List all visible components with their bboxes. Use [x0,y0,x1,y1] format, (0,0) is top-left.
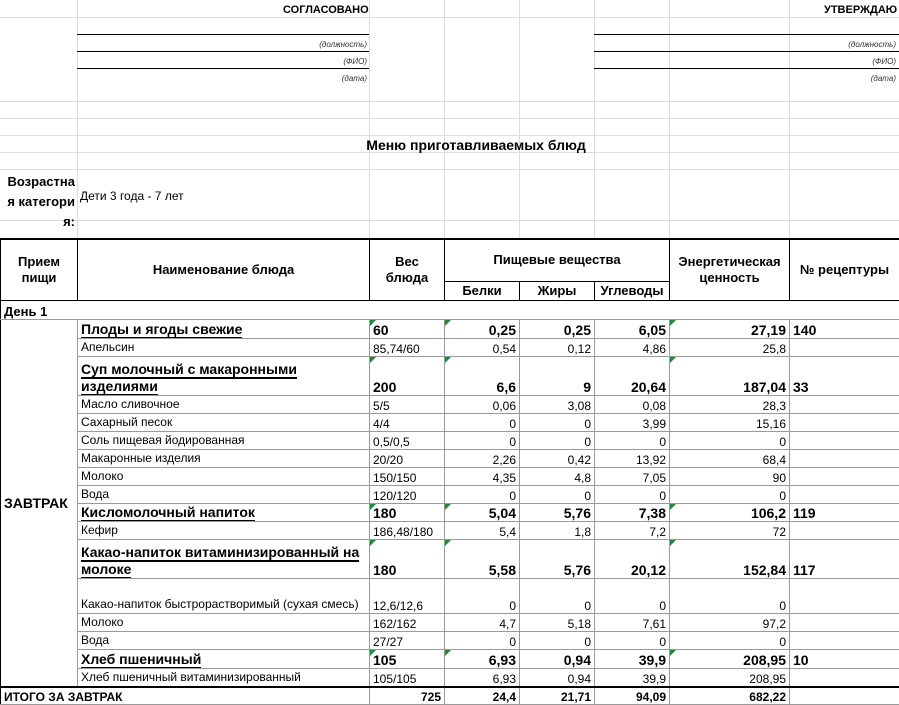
carbs-value: 0 [595,631,670,649]
col-nutrients: Пищевые вещества [445,239,670,281]
carbs-value: 39,9 [595,649,670,668]
energy-value: 187,04 [670,356,790,395]
fats-value: 3,08 [520,395,595,413]
cell-marker [670,504,676,510]
total-carbs: 94,09 [595,687,670,705]
ingredient-name: Масло сливочное [78,395,370,413]
proteins-value: 6,6 [445,356,520,395]
fats-value: 0 [520,631,595,649]
dish-row [1,539,899,578]
cell-marker [370,357,376,363]
cell-marker [445,357,451,363]
cell-marker [445,320,451,326]
age-category-value: Дети 3 года - 7 лет [80,189,184,203]
recipe-number: 140 [790,319,899,338]
dish-name-text: Суп молочный с макаронными изделиями [81,361,297,396]
proteins-value: 5,4 [445,521,520,539]
ingredient-weight: 5/5 [370,395,445,413]
name-caption: (ФИО) [730,57,896,66]
energy-value: 0 [670,485,790,503]
carbs-value: 3,99 [595,413,670,431]
ingredient-row [1,431,899,449]
recipe-number [790,449,899,467]
grid-line [789,0,790,238]
dish-name [78,539,370,578]
cell-marker [370,650,376,656]
col-carbs: Углеводы [595,281,670,300]
signature-line [594,34,899,35]
energy-value: 72 [670,521,790,539]
ingredient-weight: 27/27 [370,631,445,649]
grid-line [0,101,899,102]
cell-marker [670,650,676,656]
signature-line [77,34,369,35]
signature-line [77,51,369,52]
energy-value: 15,16 [670,413,790,431]
energy-value: 208,95 [670,668,790,687]
fats-value: 0,25 [520,319,595,338]
cell-marker [445,540,451,546]
ingredient-name: Какао-напиток быстрорастворимый (сухая смесь) [78,578,370,613]
ingredient-row [1,613,899,631]
proteins-value: 2,26 [445,449,520,467]
page-title: Меню приготавливаемых блюд [0,137,899,153]
carbs-value: 7,61 [595,613,670,631]
proteins-value: 4,35 [445,467,520,485]
grid-line [444,0,445,238]
proteins-value: 0,54 [445,338,520,356]
carbs-value: 0 [595,578,670,613]
fats-value: 9 [520,356,595,395]
recipe-number [790,613,899,631]
proteins-value: 0 [445,431,520,449]
ingredient-name: Вода [78,631,370,649]
energy-value: 208,95 [670,649,790,668]
proteins-value: 0 [445,631,520,649]
dish-name [78,319,370,338]
energy-value: 28,3 [670,395,790,413]
recipe-number [790,395,899,413]
col-meal: Прием пищи [1,239,78,300]
recipe-number [790,521,899,539]
grid-line [0,220,899,221]
dish-name [78,356,370,395]
ingredient-name: Молоко [78,467,370,485]
carbs-value: 7,38 [595,503,670,521]
recipe-number [790,338,899,356]
ingredient-weight: 120/120 [370,485,445,503]
proteins-value: 0 [445,485,520,503]
ingredient-weight: 4/4 [370,413,445,431]
col-weight: Вес блюда [370,239,445,300]
carbs-value: 0 [595,485,670,503]
ingredient-name: Апельсин [78,338,370,356]
total-recipe [790,687,899,705]
dish-name-text: Хлеб пшеничный [81,651,201,669]
carbs-value: 4,86 [595,338,670,356]
carbs-value: 20,12 [595,539,670,578]
recipe-number [790,467,899,485]
ingredient-weight: 85,74/60 [370,338,445,356]
dish-row [1,649,899,668]
col-recipe: № рецептуры [790,239,899,300]
dish-name-text: Кисломолочный напиток [81,504,255,522]
fats-value: 0,94 [520,649,595,668]
dish-name [78,503,370,521]
fats-value: 0,12 [520,338,595,356]
ingredient-row [1,395,899,413]
cell-marker [370,320,376,326]
ingredient-row [1,631,899,649]
col-proteins: Белки [445,281,520,300]
position-caption: (должность) [200,40,367,49]
dish-weight: 60 [370,319,445,338]
ingredient-row [1,338,899,356]
energy-value: 106,2 [670,503,790,521]
cell-marker [445,650,451,656]
proteins-value: 4,7 [445,613,520,631]
ingredient-weight: 186,48/180 [370,521,445,539]
total-weight: 725 [370,687,445,705]
dish-name-text: Плоды и ягоды свежие [81,321,242,339]
ingredient-weight: 150/150 [370,467,445,485]
dish-weight: 105 [370,649,445,668]
recipe-number: 10 [790,649,899,668]
col-dish: Наименование блюда [78,239,370,300]
carbs-value: 7,05 [595,467,670,485]
proteins-value: 5,58 [445,539,520,578]
cell-marker [670,320,676,326]
fats-value: 0 [520,431,595,449]
signature-line [594,68,899,69]
dish-row [1,503,899,521]
col-energy: Энергетическая ценность [670,239,790,300]
carbs-value: 6,05 [595,319,670,338]
fats-value: 4,8 [520,467,595,485]
energy-value: 25,8 [670,338,790,356]
ingredient-row [1,449,899,467]
dish-name-text: Какао-напиток витаминизированный на молоке [81,544,359,579]
approved-heading: УТВЕРЖДАЮ [824,4,897,16]
ingredient-weight: 162/162 [370,613,445,631]
ingredient-name: Хлеб пшеничный витаминизированный [78,668,370,687]
ingredient-row [1,413,899,431]
menu-table [0,238,899,705]
dish-name [78,649,370,668]
energy-value: 0 [670,578,790,613]
dish-row [1,319,899,338]
name-caption: (ФИО) [200,57,367,66]
grid-line [0,135,899,136]
grid-line [669,0,670,238]
carbs-value: 20,64 [595,356,670,395]
total-proteins: 24,4 [445,687,520,705]
fats-value: 0 [520,485,595,503]
grid-line [0,17,899,18]
proteins-value: 0 [445,578,520,613]
ingredient-row [1,521,899,539]
energy-value: 68,4 [670,449,790,467]
proteins-value: 6,93 [445,649,520,668]
proteins-value: 6,93 [445,668,520,687]
grid-line [0,169,899,170]
meal-label: ЗАВТРАК [1,319,78,687]
dish-weight: 180 [370,539,445,578]
recipe-number: 119 [790,503,899,521]
agreed-heading: СОГЛАСОВАНО [283,4,369,16]
recipe-number: 33 [790,356,899,395]
fats-value: 0 [520,413,595,431]
carbs-value: 7,2 [595,521,670,539]
fats-value: 0,94 [520,668,595,687]
day-label: День 1 [1,300,899,319]
ingredient-weight: 105/105 [370,668,445,687]
grid-line [77,0,78,238]
ingredient-name: Вода [78,485,370,503]
dish-weight: 180 [370,503,445,521]
ingredient-weight: 12,6/12,6 [370,578,445,613]
fats-value: 0 [520,578,595,613]
fats-value: 5,18 [520,613,595,631]
ingredient-name: Кефир [78,521,370,539]
ingredient-weight: 0,5/0,5 [370,431,445,449]
recipe-number [790,485,899,503]
cell-marker [370,540,376,546]
carbs-value: 39,9 [595,668,670,687]
grid-line [369,0,370,238]
total-energy: 682,22 [670,687,790,705]
col-fats: Жиры [520,281,595,300]
dish-row [1,356,899,395]
total-label: ИТОГО ЗА ЗАВТРАК [1,687,370,705]
date-caption: (дата) [200,74,367,83]
carbs-value: 13,92 [595,449,670,467]
dish-weight: 200 [370,356,445,395]
energy-value: 27,19 [670,319,790,338]
recipe-number [790,413,899,431]
proteins-value: 0 [445,413,520,431]
cell-marker [670,540,676,546]
ingredient-weight: 20/20 [370,449,445,467]
grid-line [594,0,595,238]
ingredient-row [1,578,899,613]
cell-marker [445,504,451,510]
energy-value: 152,84 [670,539,790,578]
energy-value: 0 [670,431,790,449]
fats-value: 5,76 [520,503,595,521]
age-category-label: Возрастная категория: [3,172,75,232]
ingredient-name: Молоко [78,613,370,631]
ingredient-row [1,485,899,503]
proteins-value: 0,25 [445,319,520,338]
signature-line [77,68,369,69]
cell-marker [670,357,676,363]
ingredient-name: Макаронные изделия [78,449,370,467]
grid-line [0,118,899,119]
recipe-number: 117 [790,539,899,578]
recipe-number [790,431,899,449]
cell-marker [370,504,376,510]
position-caption: (должность) [730,40,896,49]
fats-value: 0,42 [520,449,595,467]
carbs-value: 0,08 [595,395,670,413]
fats-value: 5,76 [520,539,595,578]
proteins-value: 0,06 [445,395,520,413]
recipe-number [790,578,899,613]
ingredient-name: Сахарный песок [78,413,370,431]
grid-line [519,0,520,238]
recipe-number [790,631,899,649]
ingredient-name: Соль пищевая йодированная [78,431,370,449]
total-fats: 21,71 [520,687,595,705]
ingredient-row [1,668,899,687]
proteins-value: 5,04 [445,503,520,521]
carbs-value: 0 [595,431,670,449]
ingredient-row [1,467,899,485]
fats-value: 1,8 [520,521,595,539]
energy-value: 0 [670,631,790,649]
date-caption: (дата) [730,74,896,83]
total-row [1,687,899,705]
recipe-number [790,668,899,687]
signature-line [594,51,899,52]
energy-value: 97,2 [670,613,790,631]
energy-value: 90 [670,467,790,485]
